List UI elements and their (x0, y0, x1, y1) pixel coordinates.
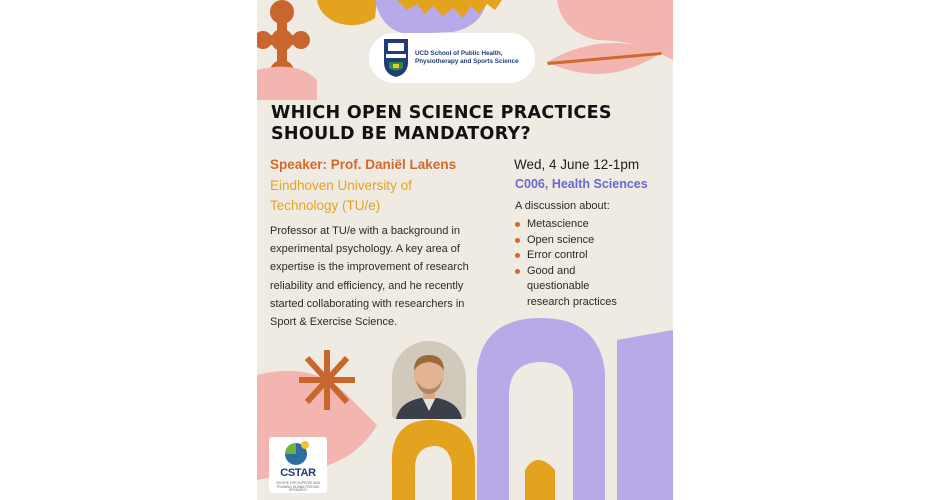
topic-item (515, 264, 665, 311)
cstar-name: CSTAR (280, 467, 316, 479)
event-title (271, 103, 666, 145)
ucd-school-line: UCD School of Public Health, (415, 50, 503, 57)
bio-line: Sport & Exercise Science. (270, 316, 398, 329)
topic-item (515, 217, 665, 233)
bullet-icon (515, 253, 520, 258)
speaker-name: Speaker: Prof. Daniël Lakens (270, 157, 457, 172)
bullet-icon (515, 238, 520, 243)
orange-blob-shape (317, 0, 377, 25)
title-line: SHOULD BE MANDATORY? (271, 124, 531, 144)
topic-item (515, 233, 665, 249)
bio-line: started collaborating with researchers in (270, 297, 465, 310)
pink-left-shape (257, 67, 317, 100)
lavender-right-shape (617, 330, 673, 500)
topic-label: Open science (527, 233, 595, 246)
topic-label: Error control (527, 249, 588, 261)
ucd-school-name (415, 50, 533, 66)
cstar-emblem-icon (269, 437, 327, 467)
title-line: WHICH OPEN SCIENCE PRACTICES (271, 103, 612, 123)
bio-line: reliability and efficiency, and he recently (270, 279, 464, 292)
affiliation-line: Eindhoven University of (270, 178, 412, 193)
speaker-photo (392, 341, 466, 419)
cstar-logo (269, 437, 327, 493)
event-poster (257, 0, 673, 500)
speaker-affiliation (270, 176, 500, 216)
ucd-crest-icon (383, 38, 409, 78)
topic-label: Metascience (527, 218, 589, 230)
topic-label: research practices (527, 295, 617, 308)
rust-asterisk-shape (299, 350, 355, 410)
discussion-intro: A discussion about: (515, 200, 610, 212)
mustard-small-shape (525, 460, 555, 500)
event-date: Wed, 4 June 12-1pm (514, 157, 640, 172)
affiliation-line: Technology (TU/e) (270, 198, 381, 213)
speaker-bio (270, 222, 510, 331)
ucd-logo (369, 33, 535, 83)
event-venue: C006, Health Sciences (515, 177, 648, 191)
bio-line: expertise is the improvement of research (270, 261, 469, 274)
cstar-tagline: CENTRE FOR SUPPORT AND TRAINING IN ANALYSIS AND RESEARCH (275, 481, 321, 493)
bio-line: Professor at TU/e with a background in (270, 225, 460, 237)
bullet-icon (515, 222, 520, 227)
bullet-icon (515, 269, 520, 274)
topic-item (515, 248, 665, 264)
speaker-portrait-icon (392, 341, 466, 419)
ucd-school-line: Physiotherapy and Sports Science (415, 58, 519, 65)
topic-list (515, 217, 665, 310)
bio-line: experimental psychology. A key area of (270, 243, 460, 256)
topic-label: questionable (527, 280, 590, 292)
mustard-arc-shape (392, 420, 475, 500)
topic-label: Good and (527, 264, 576, 277)
